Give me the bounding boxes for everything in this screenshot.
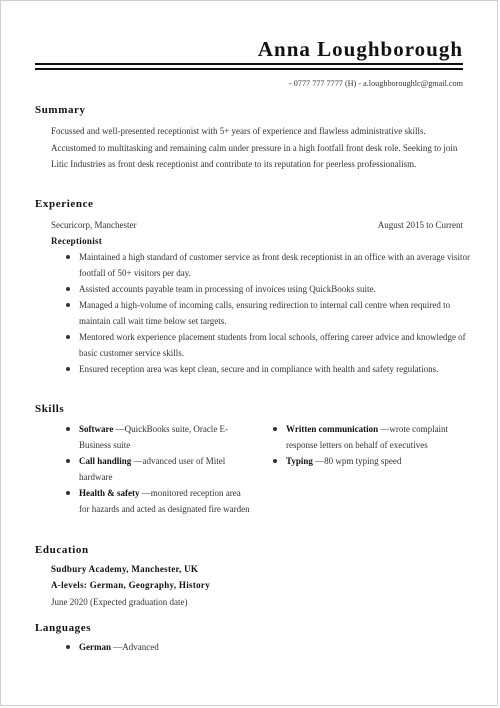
list-item: Maintained a high standard of customer service as front desk receptionist in an office with an average visitor footfall of 50+ visitors per day. xyxy=(51,249,471,281)
bullet-icon xyxy=(273,459,277,463)
languages-heading: Languages xyxy=(35,622,92,634)
bullet-icon xyxy=(66,491,70,495)
bullet-icon xyxy=(66,303,70,307)
bullet-icon xyxy=(66,287,70,291)
list-item: Ensured reception area was kept clean, secure and in compliance with health and safety regulations. xyxy=(51,361,471,377)
list-item: Health & safety —monitored reception area for hazards and acted as designated fire warden xyxy=(51,485,251,517)
list-item: Assisted accounts payable team in processing of invoices using QuickBooks suite. xyxy=(51,281,471,297)
bullet-icon xyxy=(66,427,70,431)
contact-line: - 0777 777 7777 (H) - a.loughboroughlc@gmail.com xyxy=(289,79,463,88)
header-rule-bottom xyxy=(35,68,463,70)
summary-heading: Summary xyxy=(35,104,86,116)
languages-list xyxy=(51,639,351,655)
skills-right-list xyxy=(258,421,463,469)
list-item: Written communication —wrote complaint response letters on behalf of executives xyxy=(258,421,463,453)
experience-role: Receptionist xyxy=(51,236,103,246)
header-rule-top xyxy=(35,63,463,65)
bullet-icon xyxy=(66,335,70,339)
education-date: June 2020 (Expected graduation date) xyxy=(51,597,188,607)
experience-company: Securicorp, Manchester xyxy=(51,220,137,230)
education-heading: Education xyxy=(35,544,89,556)
list-item: Call handling —advanced user of Mitel hardware xyxy=(51,453,251,485)
list-item: German —Advanced xyxy=(51,639,351,655)
summary-text: Focussed and well-presented receptionist with 5+ years of experience and flawless administrative skills. Accustomed to multitasking and remaining calm under pressure in a high footfall front desk role. Seeking to join Litic Industries as front desk receptionist and contribute to its reputation for peerless professionalism. xyxy=(51,126,458,169)
experience-dates: August 2015 to Current xyxy=(377,220,463,230)
bullet-icon xyxy=(66,367,70,371)
experience-heading: Experience xyxy=(35,198,94,210)
list-item: Mentored work experience placement students from local schools, offering career advice and knowledge of basic customer service skills. xyxy=(51,329,471,361)
bullet-icon xyxy=(66,459,70,463)
bullet-icon xyxy=(273,427,277,431)
skills-left-list xyxy=(51,421,251,517)
list-item: Managed a high-volume of incoming calls, ensuring redirection to internal call centre when required to maintain call wait time below set targets. xyxy=(51,297,471,329)
candidate-name: Anna Loughborough xyxy=(257,37,463,61)
bullet-icon xyxy=(66,645,70,649)
list-item: Software —QuickBooks suite, Oracle E-Business suite xyxy=(51,421,251,453)
list-item: Typing —80 wpm typing speed xyxy=(258,453,463,469)
experience-bullets xyxy=(51,249,471,377)
skills-heading: Skills xyxy=(35,403,65,415)
bullet-icon xyxy=(66,255,70,259)
education-alevels: A-levels: German, Geography, History xyxy=(51,580,211,590)
education-school: Sudbury Academy, Manchester, UK xyxy=(51,564,199,574)
